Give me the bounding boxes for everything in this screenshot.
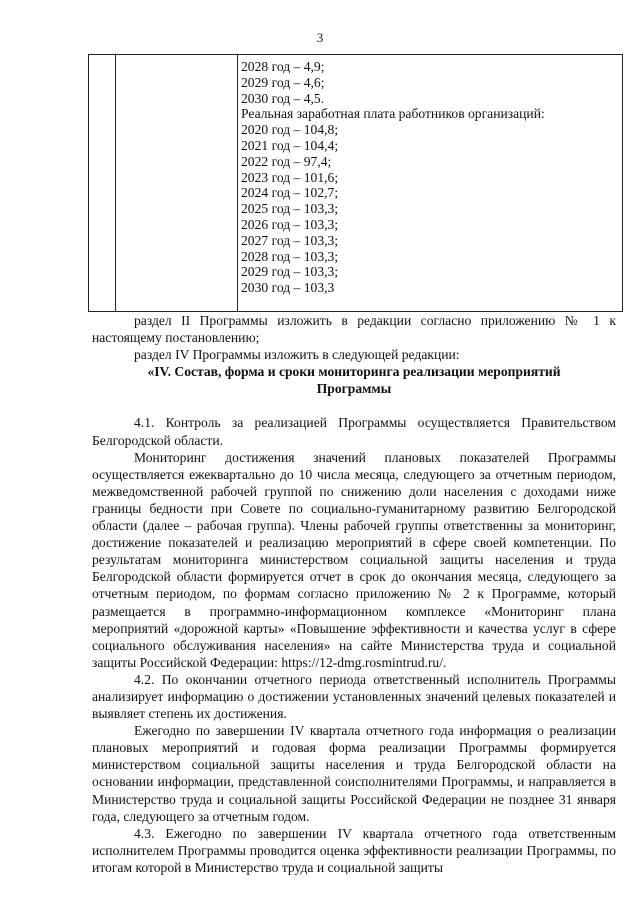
paragraph: Ежегодно по завершении IV квартала отчетного года информация о реализации плановых мероприятий и годовая форма реализации Программы формируется министерством социальной защиты населения и труда Белгородской области на основании информации, представленной соисполнителями Программы, и направляется в Министерство труда и социальной защиты Российской Федерации не позднее 31 января года, следующего за отчетным годом.: [92, 723, 616, 824]
paragraph: 4.3. Ежегодно по завершении IV квартала отчетного года ответственным исполнителем Программы проводится оценка эффективности реализации Программы, по итогам которой в Министерство труда и социальной защиты: [92, 825, 616, 875]
page-number: 3: [316, 30, 324, 45]
table-line: 2024 год – 102,7;: [241, 185, 339, 201]
paragraph: раздел IV Программы изложить в следующей редакции:: [134, 347, 460, 363]
document-body: [92, 312, 616, 876]
table-line: 2030 год – 4,5.: [241, 90, 325, 106]
table-line: 2030 год – 103,3: [241, 280, 335, 296]
table-line: 2025 год – 103,3;: [241, 201, 339, 217]
table-line: 2022 год – 97,4;: [241, 153, 332, 169]
section-heading: «IV. Состав, форма и сроки мониторинга реализации мероприятий: [147, 364, 561, 380]
table-line: 2028 год – 4,9;: [241, 59, 325, 74]
table-line: 2021 год – 104,4;: [241, 137, 339, 153]
paragraph: 4.1. Контроль за реализацией Программы осуществляется Правительством Белгородской области.: [92, 415, 616, 448]
paragraph: 4.2. По окончании отчетного периода ответственный исполнитель Программы анализирует информацию о достижении установленных значений целевых показателей и выявляет степень их достижения.: [92, 671, 616, 722]
table-line: 2023 год – 101,6;: [241, 169, 339, 185]
table-line: 2028 год – 103,3;: [241, 248, 339, 264]
table-line: 2029 год – 103,3;: [241, 264, 339, 280]
table-column-divider: [115, 55, 116, 311]
table-line: 2027 год – 103,3;: [241, 232, 339, 248]
table-line: 2026 год – 103,3;: [241, 216, 339, 232]
paragraph: раздел II Программы изложить в редакции согласно приложению № 1 к настоящему постановлению;: [92, 313, 616, 346]
table-line: 2020 год – 104,8;: [241, 122, 339, 138]
paragraph: Мониторинг достижения значений плановых показателей Программы осуществляется ежеквартально до 10 числа месяца, следующего за отчетным периодом, межведомственной рабочей группой по снижению доли населения с доходами ниже границы бедности при Совете по социально-гуманитарному развитию Белгородской области (далее – рабочая группа). Члены рабочей группы ответственны за мониторинг, достижение показателей и реализацию мероприятий в сфере своей компетенции. По результатам мониторинга министерством социальной защиты населения и труда Белгородской области формируется отчет в срок до окончания месяца, следующего за отчетным периодом, по формам согласно приложению № 2 к Программе, который размещается в программно-информационном комплексе «Мониторинг плана мероприятий «дорожной карты» «Повышение эффективности и качества услуг в сфере социального обслуживания населения» на сайте Министерства труда и социальной защиты Российской Федерации: https://12-dmg.rosmintrud.ru/.: [92, 449, 616, 670]
indicator-table: [88, 54, 623, 312]
table-line: Реальная заработная плата работников организаций:: [241, 106, 545, 122]
section-heading-continued: Программы: [316, 381, 392, 397]
table-line: 2029 год – 4,6;: [241, 74, 325, 90]
table-column-divider: [237, 55, 238, 311]
table-cell-values: [241, 59, 545, 296]
